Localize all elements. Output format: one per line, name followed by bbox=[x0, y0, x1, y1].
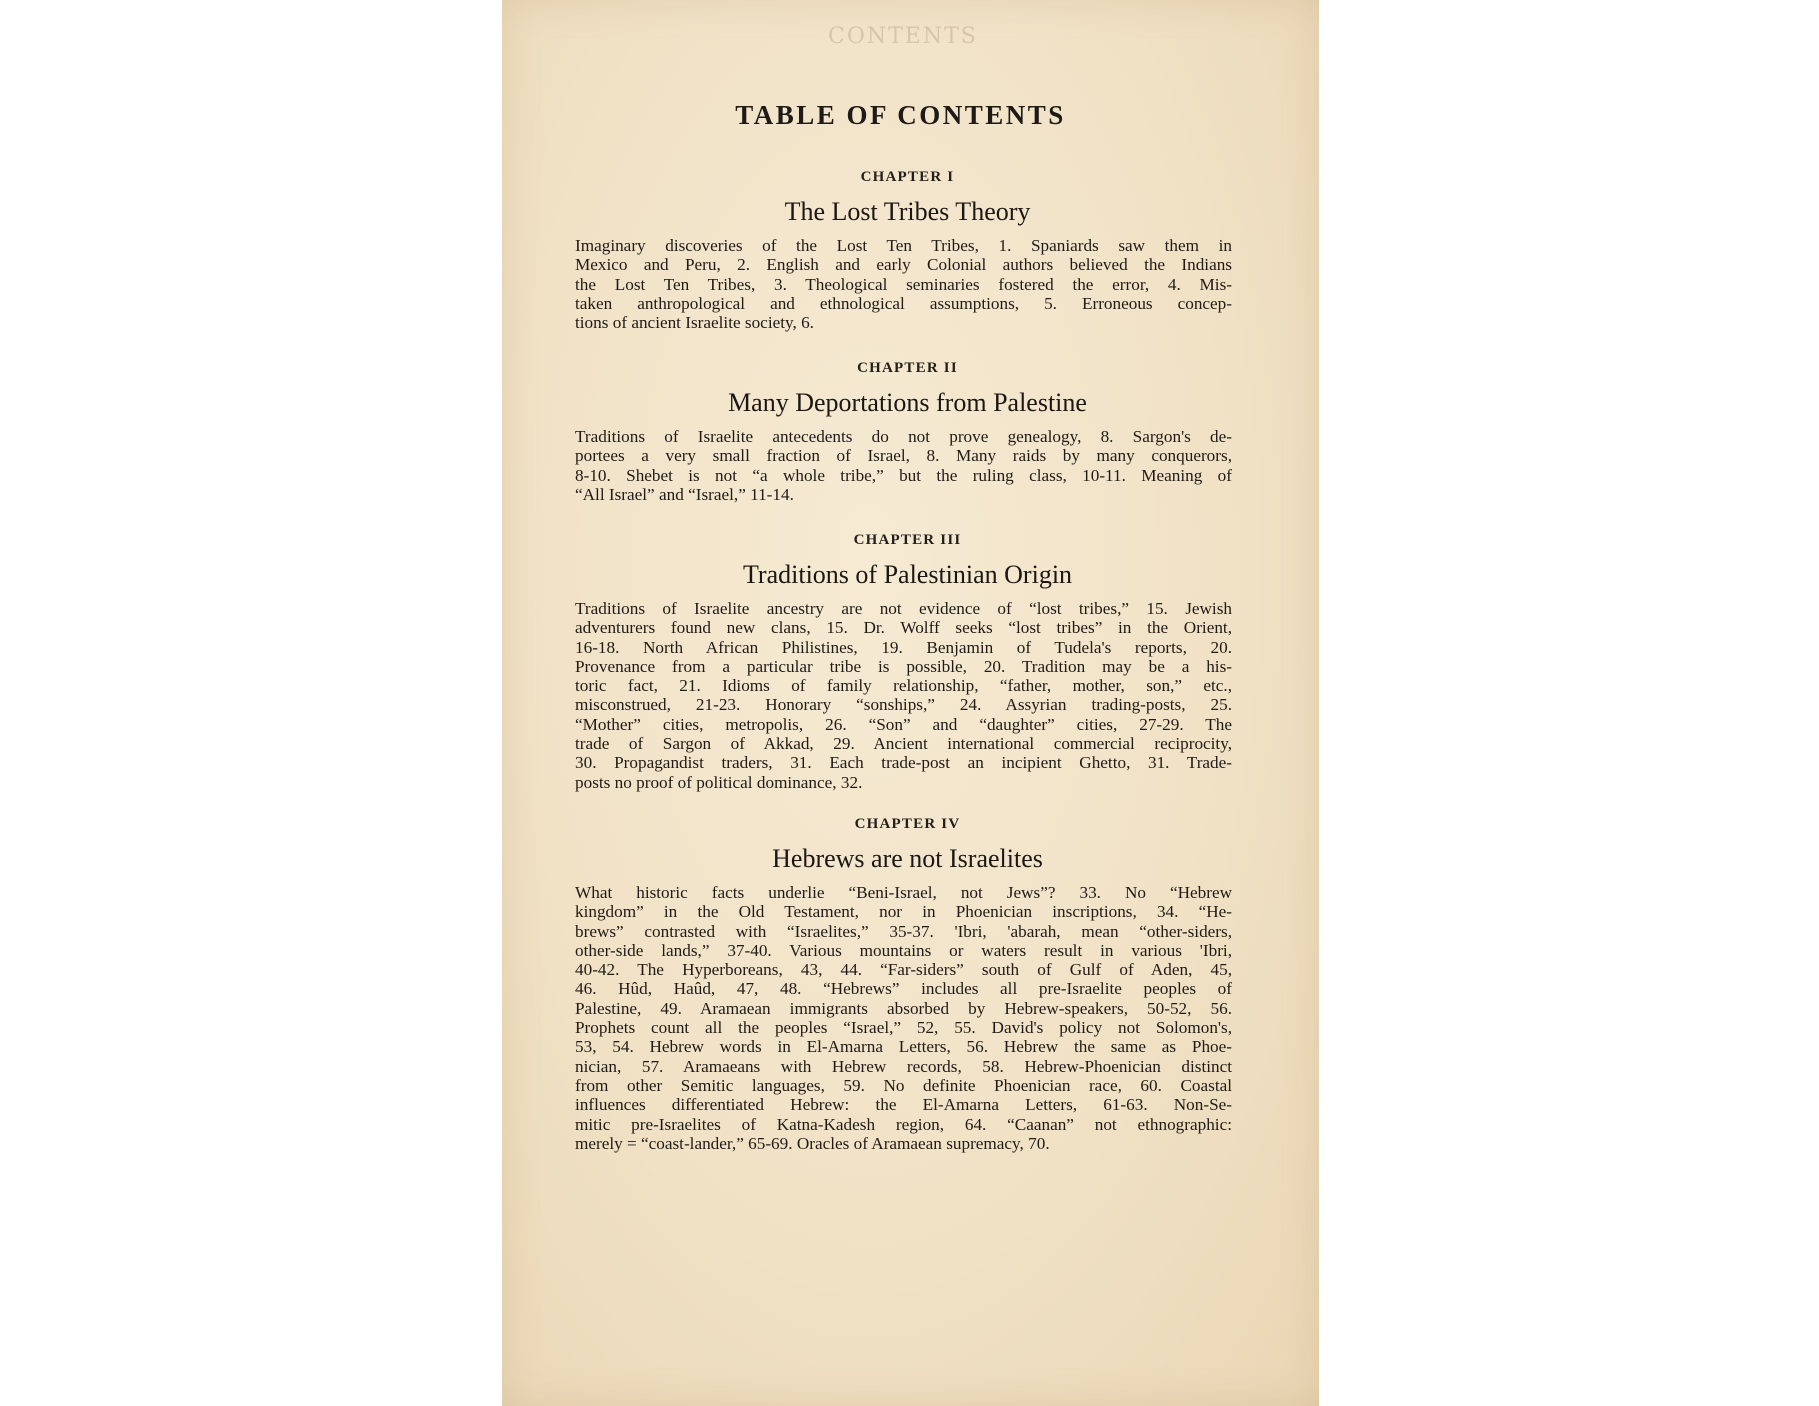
summary-line: mitic pre-Israelites of Katna-Kadesh region, 64. “Caanan” not ethnographic: bbox=[575, 1114, 1232, 1134]
summary-line: posts no proof of political dominance, 32. bbox=[575, 772, 863, 792]
summary-line: tions of ancient Israelite society, 6. bbox=[575, 313, 814, 333]
chapter-title: Hebrews are not Israelites bbox=[772, 844, 1043, 873]
summary-line: portees a very small fraction of Israel, 8. Many raids by many conquerors, bbox=[575, 446, 1232, 466]
summary-line: Traditions of Israelite antecedents do not prove genealogy, 8. Sargon's de- bbox=[575, 427, 1232, 446]
chapter-summary bbox=[575, 427, 1232, 504]
chapter-label: CHAPTER IV bbox=[854, 816, 961, 832]
chapter-section bbox=[575, 532, 1232, 792]
chapter-label: CHAPTER I bbox=[860, 169, 955, 185]
summary-line: adventurers found new clans, 15. Dr. Wolff seeks “lost tribes” in the Orient, bbox=[575, 618, 1232, 638]
summary-line: Prophets count all the peoples “Israel,” 52, 55. David's policy not Solomon's, bbox=[575, 1018, 1232, 1038]
summary-line: 40-42. The Hyperboreans, 43, 44. “Far-siders” south of Gulf of Aden, 45, bbox=[575, 960, 1232, 980]
summary-line: the Lost Ten Tribes, 3. Theological seminaries fostered the error, 4. Mis- bbox=[575, 274, 1232, 294]
page-title: TABLE OF CONTENTS bbox=[735, 100, 1066, 130]
chapter-section bbox=[575, 816, 1232, 1153]
bleed-through-header: CONTENTS bbox=[828, 24, 978, 49]
summary-line: “Mother” cities, metropolis, 26. “Son” and “daughter” cities, 27-29. The bbox=[575, 714, 1232, 734]
summary-line: What historic facts underlie “Beni-Israel, not Jews”? 33. No “Hebrew bbox=[575, 883, 1232, 902]
chapter-summary bbox=[575, 599, 1232, 792]
summary-line: Imaginary discoveries of the Lost Ten Tribes, 1. Spaniards saw them in bbox=[575, 236, 1232, 255]
summary-line: trade of Sargon of Akkad, 29. Ancient international commercial reciprocity, bbox=[575, 734, 1232, 754]
summary-line: toric fact, 21. Idioms of family relationship, “father, mother, son,” etc., bbox=[575, 676, 1232, 696]
summary-line: influences differentiated Hebrew: the El-Amarna Letters, 61-63. Non-Se- bbox=[575, 1095, 1232, 1115]
book-page bbox=[502, 0, 1319, 1406]
summary-line: taken anthropological and ethnological assumptions, 5. Erroneous concep- bbox=[575, 293, 1232, 313]
chapter-section bbox=[575, 360, 1232, 504]
summary-line: misconstrued, 21-23. Honorary “sonships,” 24. Assyrian trading-posts, 25. bbox=[575, 695, 1232, 715]
chapter-label: CHAPTER III bbox=[853, 532, 962, 548]
chapter-label: CHAPTER II bbox=[857, 360, 958, 376]
chapter-title: Traditions of Palestinian Origin bbox=[742, 560, 1073, 589]
summary-line: 53, 54. Hebrew words in El-Amarna Letters, 56. Hebrew the same as Phoe- bbox=[575, 1037, 1232, 1057]
summary-line: kingdom” in the Old Testament, nor in Phoenician inscriptions, 34. “He- bbox=[575, 902, 1232, 922]
summary-line: 8-10. Shebet is not “a whole tribe,” but the ruling class, 10-11. Meaning of bbox=[575, 465, 1232, 485]
summary-line: Palestine, 49. Aramaean immigrants absorbed by Hebrew-speakers, 50-52, 56. bbox=[575, 998, 1232, 1018]
summary-line: brews” contrasted with “Israelites,” 35-37. 'Ibri, 'abarah, mean “other-siders, bbox=[575, 921, 1232, 941]
chapter-summary bbox=[575, 236, 1232, 332]
summary-line: Mexico and Peru, 2. English and early Colonial authors believed the Indians bbox=[575, 255, 1232, 275]
summary-line: Traditions of Israelite ancestry are not evidence of “lost tribes,” 15. Jewish bbox=[575, 599, 1232, 618]
summary-line: 30. Propagandist traders, 31. Each trade-post an incipient Ghetto, 31. Trade- bbox=[575, 753, 1232, 773]
summary-line: from other Semitic languages, 59. No definite Phoenician race, 60. Coastal bbox=[575, 1075, 1232, 1095]
summary-line: 16-18. North African Philistines, 19. Benjamin of Tudela's reports, 20. bbox=[575, 637, 1232, 657]
chapter-title: The Lost Tribes Theory bbox=[784, 197, 1031, 226]
summary-line: merely = “coast-lander,” 65-69. Oracles of Aramaean supremacy, 70. bbox=[575, 1133, 1050, 1153]
summary-line: Provenance from a particular tribe is possible, 20. Tradition may be a his- bbox=[575, 656, 1232, 676]
chapter-summary bbox=[575, 883, 1232, 1153]
summary-line: “All Israel” and “Israel,” 11-14. bbox=[575, 484, 794, 504]
summary-line: other-side lands,” 37-40. Various mountains or waters result in various 'Ibri, bbox=[575, 940, 1232, 960]
chapter-section bbox=[575, 169, 1232, 332]
chapter-title: Many Deportations from Palestine bbox=[728, 388, 1087, 417]
summary-line: nician, 57. Aramaeans with Hebrew records, 58. Hebrew-Phoenician distinct bbox=[575, 1056, 1232, 1076]
summary-line: 46. Hûd, Haûd, 47, 48. “Hebrews” includes all pre-Israelite peoples of bbox=[575, 979, 1232, 999]
